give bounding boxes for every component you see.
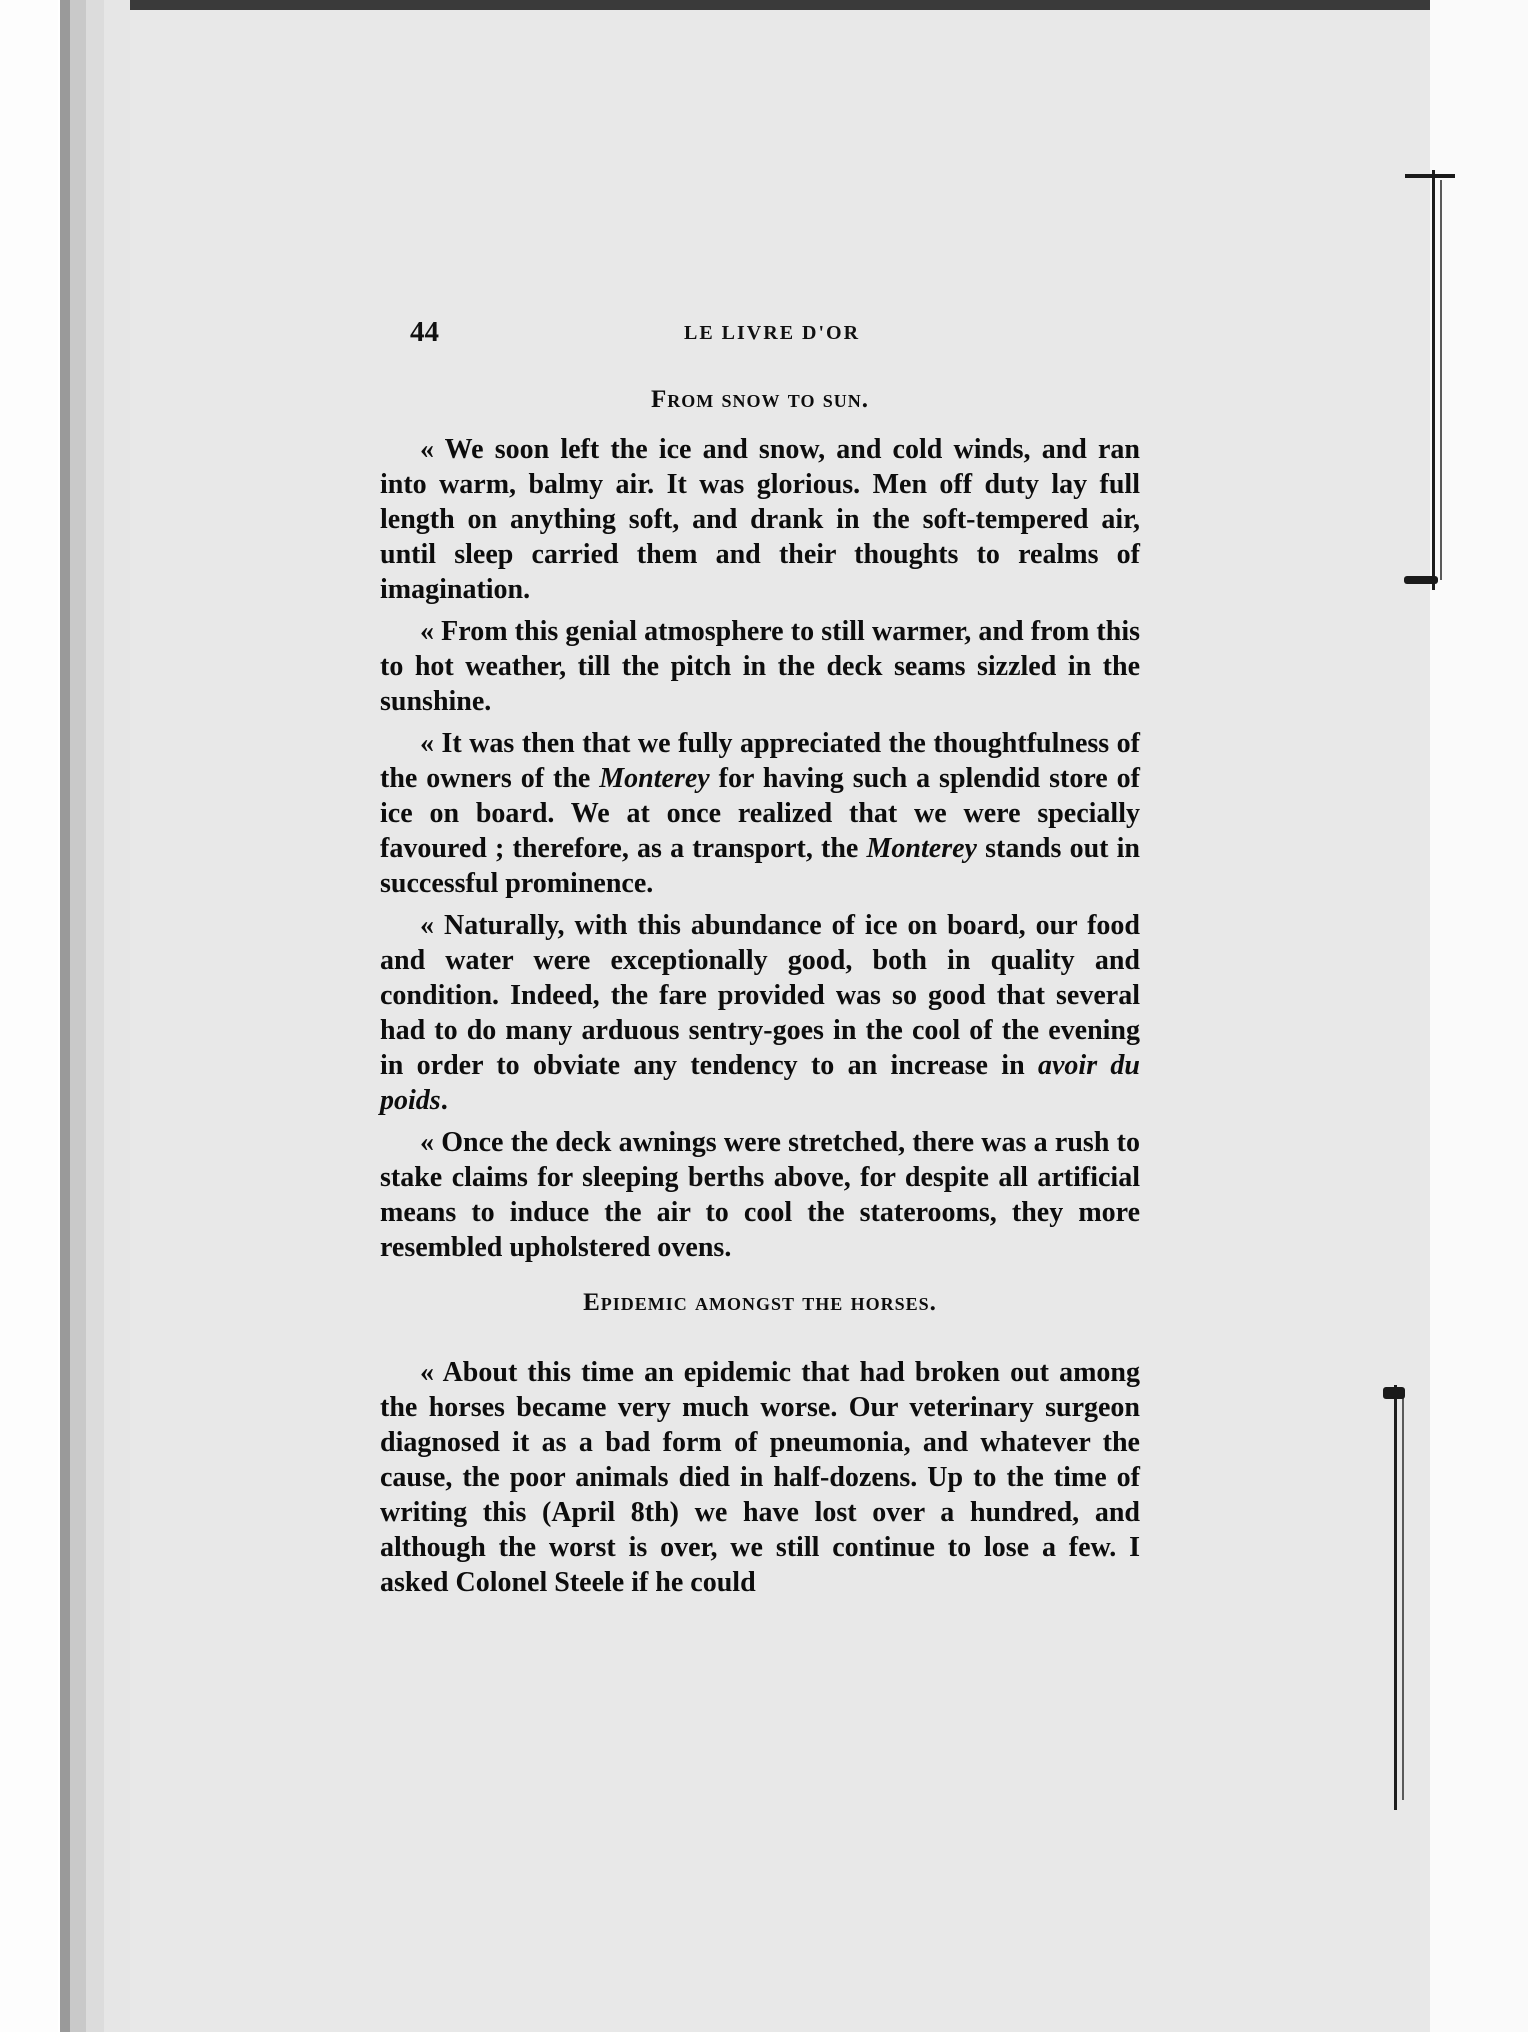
- page-number: 44: [410, 316, 439, 348]
- ship-name: Monterey: [599, 763, 710, 794]
- section-from-snow-to-sun: [380, 382, 1140, 1607]
- paragraph: [380, 908, 1140, 1118]
- section-heading: From snow to sun.: [651, 386, 869, 413]
- paragraph: « Once the deck awnings were stretched, there was a rush to stake claims for sleeping berths above, for despite all artificial means to induce the air to cool the staterooms, they more resembled upholstered ovens.: [380, 1127, 1140, 1263]
- book-spine-edge: [86, 0, 104, 2032]
- section-heading: Epidemic amongst the horses.: [583, 1289, 937, 1316]
- paragraph: « We soon left the ice and snow, and cold winds, and ran into warm, balmy air. It was glorious. Men off duty lay full length on anything soft, and drank in the soft-tempered air, until sleep carried them and their thoughts to realms of imagination.: [380, 434, 1140, 605]
- ship-name: Monterey: [866, 833, 977, 864]
- scan-margin-left: [0, 0, 58, 2032]
- paragraph: « About this time an epidemic that had broken out among the horses became very much worse. Our veterinary surgeon diagnosed it as a bad form of pneumonia, and whatever the cause, the poor animals died in half-dozens. Up to the time of writing this (April 8th) we have lost over a hundred, and although the worst is over, we still continue to lose a few. I asked Colonel Steele if he could: [380, 1357, 1140, 1598]
- paragraph-text: stands out in successful prominence.: [380, 833, 1140, 899]
- binding-thread: [1394, 1385, 1397, 1810]
- binding-knot: [1383, 1387, 1405, 1399]
- binding-thread: [1432, 170, 1435, 590]
- italic-phrase: avoir du poids: [380, 1050, 1140, 1116]
- running-head: [0, 316, 1528, 356]
- binding-knot: [1404, 576, 1438, 584]
- binding-thread: [1440, 180, 1442, 580]
- scan-margin-right: [1430, 0, 1528, 2032]
- paragraph-text: for having such a splendid store of ice on board. We at once realized that we were specially favoured ; therefore, as a transport, the: [380, 763, 1140, 864]
- paragraph: [380, 726, 1140, 901]
- paragraph: « From this genial atmosphere to still warmer, and from this to hot weather, till the pitch in the deck seams sizzled in the sunshine.: [380, 616, 1140, 717]
- binding-thread: [1402, 1395, 1404, 1800]
- paragraph-text: « It was then that we fully appreciated the thoughtfulness of the owners of the: [380, 728, 1140, 794]
- running-head-title: LE LIVRE D'OR: [684, 322, 861, 344]
- book-spine-edge: [60, 0, 70, 2032]
- book-spine-edge: [70, 0, 86, 2032]
- book-spine-edge: [104, 0, 130, 2032]
- page-top-edge: [130, 0, 1430, 10]
- paragraph-text: .: [440, 1085, 448, 1116]
- paragraph-text: « Naturally, with this abundance of ice on board, our food and water were exceptionally good, both in quality and condition. Indeed, the fare provided was so good that several had to do many arduous sentry-goes in the cool of the evening in order to obviate any tendency to an increase in: [380, 910, 1140, 1081]
- binding-knot: [1405, 174, 1455, 178]
